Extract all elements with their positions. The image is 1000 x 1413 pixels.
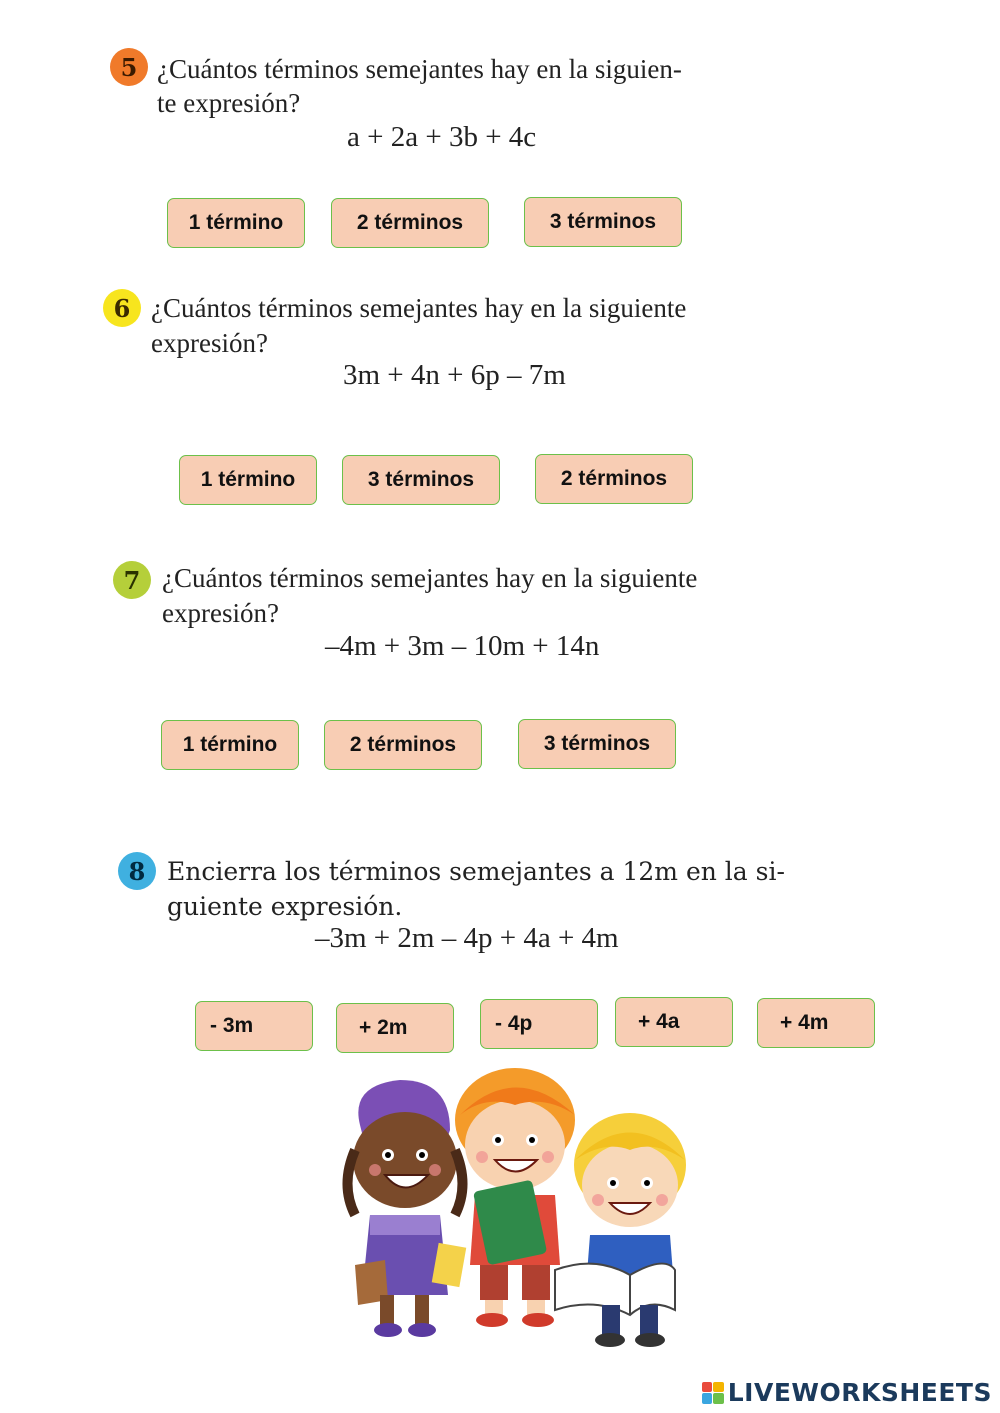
- question-number-badge: 6: [103, 289, 141, 327]
- question-text-line-2: expresión?: [162, 598, 279, 628]
- question-text-line-1: ¿Cuántos términos semejantes hay en la siguiente: [151, 293, 687, 323]
- expression: –4m + 3m – 10m + 14n: [325, 630, 600, 662]
- term-option-plus-2m[interactable]: + 2m: [336, 1003, 454, 1053]
- three-kids-reading-illustration: [330, 1065, 710, 1350]
- term-option-plus-4a[interactable]: + 4a: [615, 997, 733, 1047]
- answer-option-3-terminos[interactable]: 3 términos: [342, 455, 500, 505]
- question-text-line-2: expresión?: [151, 328, 268, 358]
- question-number-badge: 7: [113, 561, 151, 599]
- expression: a + 2a + 3b + 4c: [347, 121, 537, 153]
- term-option-minus-3m[interactable]: - 3m: [195, 1001, 313, 1051]
- liveworksheets-logo-icon: [702, 1382, 724, 1404]
- answer-option-2-terminos[interactable]: 2 términos: [324, 720, 482, 770]
- term-option-plus-4m[interactable]: + 4m: [757, 998, 875, 1048]
- question-text-line-1: ¿Cuántos términos semejantes hay en la siguiente: [162, 563, 698, 593]
- girl-figure: [348, 1080, 467, 1337]
- question-number-badge: 5: [110, 48, 148, 86]
- liveworksheets-wordmark: LIVEWORKSHEETS: [727, 1378, 992, 1407]
- answer-option-2-terminos[interactable]: 2 términos: [331, 198, 489, 248]
- answer-option-1-termino[interactable]: 1 término: [167, 198, 305, 248]
- answer-option-1-termino[interactable]: 1 término: [161, 720, 299, 770]
- question-text-line-1: ¿Cuántos términos semejantes hay en la siguien-: [157, 54, 682, 84]
- answer-option-3-terminos[interactable]: 3 términos: [518, 719, 676, 769]
- expression: –3m + 2m – 4p + 4a + 4m: [315, 922, 619, 954]
- term-option-minus-4p[interactable]: - 4p: [480, 999, 598, 1049]
- liveworksheets-logo: [702, 1378, 992, 1407]
- expression: 3m + 4n + 6p – 7m: [343, 359, 566, 391]
- answer-option-1-termino[interactable]: 1 término: [179, 455, 317, 505]
- question-text-line-1: Encierra los términos semejantes a 12m en la si-: [167, 857, 785, 886]
- answer-option-2-terminos[interactable]: 2 términos: [535, 454, 693, 504]
- question-text-line-2: guiente expresión.: [167, 892, 403, 921]
- question-text-line-2: te expresión?: [157, 88, 301, 118]
- question-number-badge: 8: [118, 852, 156, 890]
- answer-option-3-terminos[interactable]: 3 términos: [524, 197, 682, 247]
- boy-reading-book-figure: [555, 1113, 686, 1347]
